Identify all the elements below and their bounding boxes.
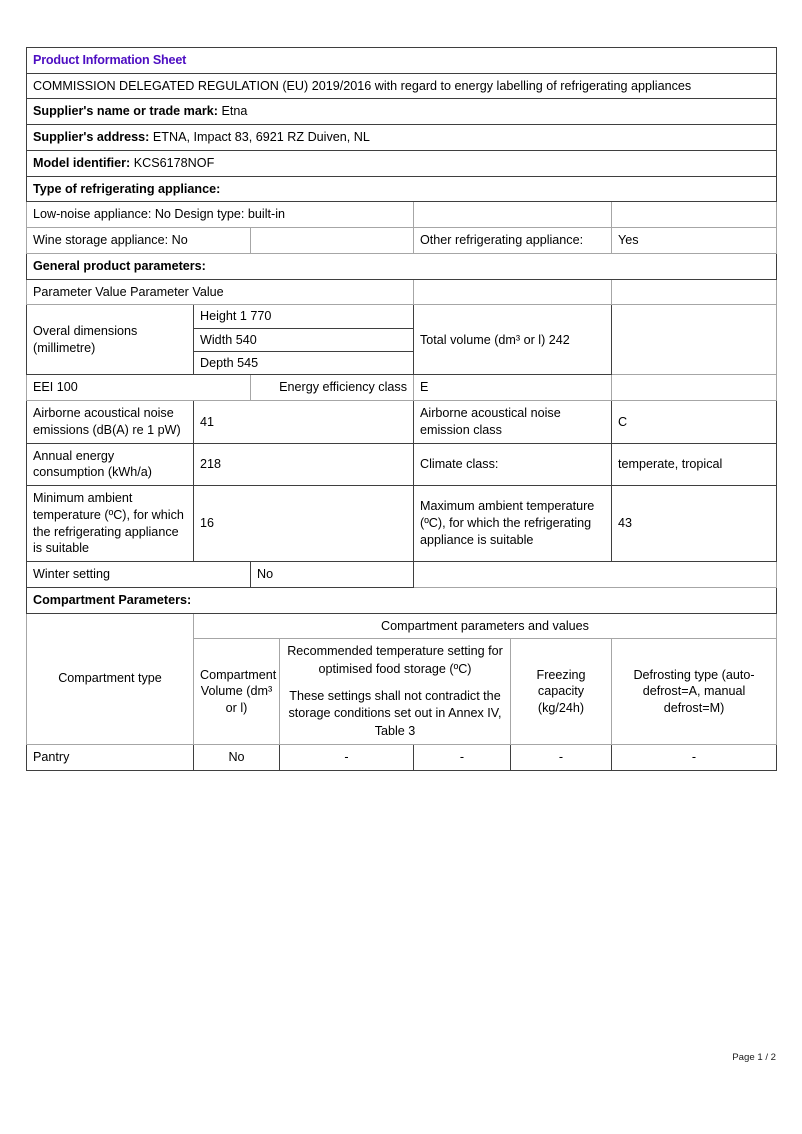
max-ambient-value: 43 bbox=[612, 486, 777, 562]
dimension-height-label: Height bbox=[200, 309, 237, 324]
dimensions-subtable-host bbox=[194, 305, 414, 375]
annual-energy-row bbox=[27, 443, 777, 485]
supplier-name-row bbox=[27, 99, 777, 125]
eei-blank bbox=[612, 375, 777, 401]
page-footer: Page 1 / 2 bbox=[732, 1052, 776, 1063]
param-value-blank-1 bbox=[414, 279, 612, 305]
dimension-row-depth bbox=[194, 352, 413, 375]
table-row bbox=[27, 745, 777, 771]
min-ambient-label: Minimum ambient temperature (ºC), for which the refrigerating appliance is suitable bbox=[27, 486, 194, 562]
energy-class-label: Energy efficiency class bbox=[251, 375, 414, 401]
supplier-name-cell bbox=[27, 99, 777, 125]
noise-class-label: Airborne acoustical noise emission class bbox=[414, 401, 612, 443]
compartment-section-row bbox=[27, 587, 777, 613]
dimensions-row bbox=[27, 305, 777, 375]
dimension-depth-label: Depth bbox=[200, 356, 234, 371]
winter-setting-blank bbox=[414, 562, 777, 588]
min-ambient-value: 16 bbox=[194, 486, 414, 562]
dimension-depth-cell bbox=[194, 352, 413, 375]
dimensions-subtable bbox=[194, 305, 413, 374]
low-noise-text: Low-noise appliance: No Design type: built-in bbox=[27, 202, 414, 228]
climate-class-label: Climate class: bbox=[414, 443, 612, 485]
param-value-header-row bbox=[27, 279, 777, 305]
winter-setting-label: Winter setting bbox=[27, 562, 251, 588]
product-information-sheet bbox=[26, 47, 776, 771]
compartment-temp-setting-header bbox=[280, 639, 511, 745]
supplier-address-value: ETNA, Impact 83, 6921 RZ Duiven, NL bbox=[152, 130, 370, 145]
compartment-temp-setting-value: - bbox=[414, 745, 511, 771]
compartment-group-header-row bbox=[27, 613, 777, 639]
temp-setting-header-part1: Recommended temperature setting for optimised food storage (ºC) bbox=[287, 644, 503, 676]
defrosting-type-header: Defrosting type (auto-defrost=A, manual defrost=M) bbox=[612, 639, 777, 745]
page-title: Product Information Sheet bbox=[27, 48, 777, 74]
model-identifier-cell bbox=[27, 150, 777, 176]
appliance-type-section-row bbox=[27, 176, 777, 202]
noise-label: Airborne acoustical noise emissions (dB(A) re 1 pW) bbox=[27, 401, 194, 443]
dimension-width-cell bbox=[194, 328, 413, 351]
climate-class-value: temperate, tropical bbox=[612, 443, 777, 485]
dimensions-label: Overal dimensions (millimetre) bbox=[27, 305, 194, 375]
compartment-section-title: Compartment Parameters: bbox=[27, 587, 777, 613]
dimension-row-height bbox=[194, 305, 413, 328]
eei-row bbox=[27, 375, 777, 401]
param-value-header: Parameter Value Parameter Value bbox=[27, 279, 414, 305]
max-ambient-label: Maximum ambient temperature (ºC), for which the refrigerating appliance is suitable bbox=[414, 486, 612, 562]
compartment-type-value: Pantry bbox=[27, 745, 194, 771]
model-identifier-label: Model identifier: bbox=[33, 155, 131, 170]
ambient-temperature-row bbox=[27, 486, 777, 562]
low-noise-blank-2 bbox=[612, 202, 777, 228]
temp-setting-header-part2: These settings shall not contradict the storage conditions set out in Annex IV, Table 3 bbox=[288, 688, 502, 738]
general-section-row bbox=[27, 253, 777, 279]
supplier-address-row bbox=[27, 125, 777, 151]
annual-energy-value: 218 bbox=[194, 443, 414, 485]
title-row bbox=[27, 48, 777, 74]
wine-storage-blank bbox=[251, 228, 414, 254]
regulation-row bbox=[27, 73, 777, 99]
dimension-width-label: Width bbox=[200, 332, 233, 347]
noise-value: 41 bbox=[194, 401, 414, 443]
compartment-volume-value: - bbox=[280, 745, 414, 771]
low-noise-blank-1 bbox=[414, 202, 612, 228]
supplier-address-label: Supplier's address: bbox=[33, 130, 150, 145]
winter-setting-row bbox=[27, 562, 777, 588]
supplier-name-label: Supplier's name or trade mark: bbox=[33, 104, 218, 119]
compartment-type-header: Compartment type bbox=[27, 613, 194, 745]
total-volume-blank bbox=[612, 305, 777, 375]
low-noise-row bbox=[27, 202, 777, 228]
energy-class-value: E bbox=[414, 375, 612, 401]
supplier-name-value: Etna bbox=[221, 104, 248, 119]
compartment-freezing-capacity-value: - bbox=[511, 745, 612, 771]
compartment-group-header: Compartment parameters and values bbox=[194, 613, 777, 639]
compartment-volume-header: Compartment Volume (dm³ or l) bbox=[194, 639, 280, 745]
eei-text: EEI 100 bbox=[27, 375, 251, 401]
compartment-defrosting-type-value: - bbox=[612, 745, 777, 771]
model-identifier-row bbox=[27, 150, 777, 176]
noise-row bbox=[27, 401, 777, 443]
regulation-text: COMMISSION DELEGATED REGULATION (EU) 2019/2016 with regard to energy labelling of refrigerating appliances bbox=[27, 73, 777, 99]
dimension-depth-value: 545 bbox=[237, 356, 259, 371]
compartment-present-value: No bbox=[194, 745, 280, 771]
wine-storage-text: Wine storage appliance: No bbox=[27, 228, 251, 254]
model-identifier-value: KCS6178NOF bbox=[133, 155, 215, 170]
other-appliance-label: Other refrigerating appliance: bbox=[414, 228, 612, 254]
annual-energy-label: Annual energy consumption (kWh/a) bbox=[27, 443, 194, 485]
sheet-table bbox=[26, 47, 777, 771]
other-appliance-value: Yes bbox=[612, 228, 777, 254]
noise-class-value: C bbox=[612, 401, 777, 443]
wine-storage-row bbox=[27, 228, 777, 254]
appliance-type-section-title: Type of refrigerating appliance: bbox=[27, 176, 777, 202]
supplier-address-cell bbox=[27, 125, 777, 151]
dimension-row-width bbox=[194, 328, 413, 351]
total-volume-text: Total volume (dm³ or l) 242 bbox=[414, 305, 612, 375]
freezing-capacity-header: Freezing capacity (kg/24h) bbox=[511, 639, 612, 745]
dimension-height-cell bbox=[194, 305, 413, 328]
dimension-height-value: 1 770 bbox=[239, 309, 272, 324]
dimension-width-value: 540 bbox=[235, 332, 257, 347]
general-section-title: General product parameters: bbox=[27, 253, 777, 279]
param-value-blank-2 bbox=[612, 279, 777, 305]
winter-setting-value: No bbox=[251, 562, 414, 588]
